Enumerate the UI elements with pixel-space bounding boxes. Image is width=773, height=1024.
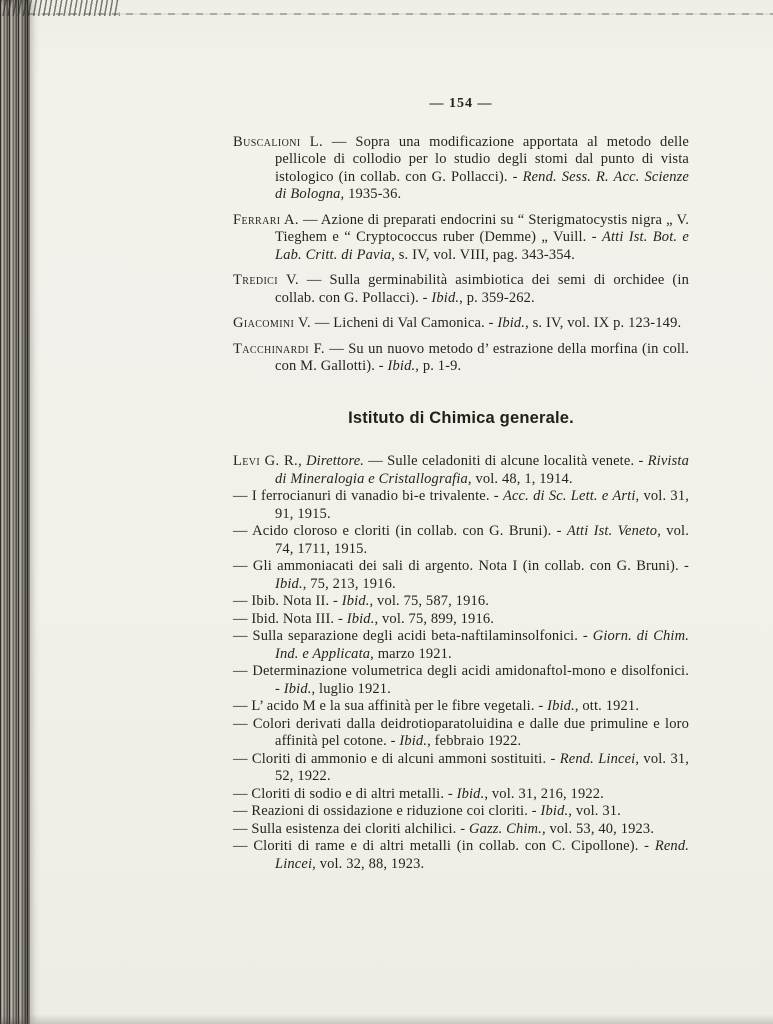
entry-text: , vol. 74, 1711, 1915. <box>275 523 689 557</box>
entry-text: , febbraio 1922. <box>427 733 522 749</box>
entry-text: — L’ acido M e la sua affinità per le fibre vegetali. - <box>233 698 548 714</box>
entry-text: — Gli ammoniacati dei sali di argento. Nota I (in collab. con G. Bruni). - <box>233 558 689 574</box>
entry-journal: Rend. Sess. R. Acc. Scienze di Bologna <box>275 168 690 202</box>
scan-artifact-bottom-shade <box>0 1014 773 1024</box>
entry-author: Tacchinardi F. <box>233 340 325 357</box>
bibliography-list-chimica-generale <box>233 453 689 873</box>
bibliography-entry <box>233 751 689 786</box>
entry-journal: Ibid. <box>341 593 370 609</box>
entry-journal: Ibid. <box>346 610 375 627</box>
entry-text: , <box>298 453 307 469</box>
bibliography-entry <box>233 821 689 839</box>
entry-text: — Reazioni di ossidazione e riduzione coi cloriti. - <box>233 803 541 819</box>
entry-journal: Rend. Lincei <box>275 838 689 872</box>
entry-journal: Rend. Lincei <box>559 750 636 767</box>
entry-text: — Sulla germinabilità asimbiotica dei semi di orchidee (in collab. con G. Pollacci). - <box>275 272 689 306</box>
entry-text: , s. IV, vol. VIII, pag. 343-354. <box>391 246 575 263</box>
entry-author: Ferrari A. <box>233 211 299 228</box>
bibliography-list-top <box>233 134 689 376</box>
entry-text: , vol. 31, 91, 1915. <box>275 488 690 522</box>
entry-text: , vol. 53, 40, 1923. <box>541 820 655 837</box>
entry-journal: Giorn. di Chim. Ind. e Applicata <box>275 628 689 662</box>
entry-text: , vol. 31, 52, 1922. <box>275 750 690 784</box>
bibliography-entry <box>233 716 689 751</box>
entry-journal: Atti Ist. Veneto <box>566 523 658 539</box>
entry-text: , 1935-36. <box>340 186 402 202</box>
bibliography-entry <box>233 523 689 558</box>
bibliography-entry <box>233 315 689 333</box>
entry-text: , vol. 75, 899, 1916. <box>374 610 495 627</box>
entry-author: Tredici V. <box>233 272 299 288</box>
entry-text: , 75, 213, 1916. <box>302 575 396 592</box>
bibliography-entry <box>233 341 689 376</box>
entry-text: — Acido cloroso e cloriti (in collab. con G. Bruni). - <box>233 523 567 539</box>
entry-text: , marzo 1921. <box>370 645 452 662</box>
entry-text: , luglio 1921. <box>311 680 391 697</box>
entry-text: — Ibib. Nota II. - <box>233 593 342 609</box>
entry-journal: Ibid. <box>431 289 460 306</box>
bibliography-entry <box>233 803 689 821</box>
entry-text: — Cloriti di ammonio e di alcuni ammoni sostituiti. - <box>233 750 560 767</box>
entry-text: — Sulle celadoniti di alcune località venete. - <box>364 453 648 469</box>
entry-text: — Ibid. Nota III. - <box>233 610 347 627</box>
bibliography-entry <box>233 628 689 663</box>
entry-journal: Ibid. <box>547 698 575 714</box>
entry-author: Levi G. R. <box>233 453 299 469</box>
entry-text: , vol. 31. <box>568 803 621 819</box>
entry-text: — Sulla esistenza dei cloriti alchilici. - <box>233 820 469 837</box>
entry-journal: Ibid. <box>399 733 428 749</box>
entry-journal: Atti Ist. Bot. e Lab. Critt. di Pavia <box>275 229 690 263</box>
entry-text: , vol. 48, 1, 1914. <box>467 470 573 487</box>
entry-text: — Sopra una modificazione apportata al metodo delle pellicole di collodio per lo studio degli stomi dal punto di vista istologico (in collab. con G. Pollacci). - <box>275 133 689 185</box>
bibliography-entry <box>233 838 689 873</box>
entry-text: — I ferrocianuri di vanadio bi-e trivalente. - <box>233 488 503 504</box>
entry-text: — Cloriti di sodio e di altri metalli. - <box>233 785 457 802</box>
entry-journal: Direttore. <box>306 453 365 469</box>
entry-journal: Rivista di Mineralogia e Cristallografia <box>275 453 689 487</box>
entry-text: — Azione di preparati endocrini su “ Sterigmatocystis nigra „ V. Tieghem e “ Cryptococcus ruber (Demme) „ Vuill. - <box>275 211 690 245</box>
entry-text: , s. IV, vol. IX p. 123-149. <box>525 315 682 331</box>
bibliography-entry <box>233 786 689 804</box>
bibliography-entry <box>233 593 689 611</box>
entry-text: , vol. 32, 88, 1923. <box>312 855 425 872</box>
page-number: — 154 — <box>429 96 493 111</box>
bibliography-entry <box>233 453 689 488</box>
entry-text: — Cloriti di rame e di altri metalli (in collab. con C. Cipollone). - <box>233 838 655 854</box>
entry-journal: Ibid. <box>387 358 416 374</box>
entry-text: — Licheni di Val Camonica. - <box>311 315 498 331</box>
entry-text: , p. 1-9. <box>415 358 462 374</box>
page-content <box>233 95 689 873</box>
entry-journal: Gazz. Chim. <box>468 820 542 837</box>
entry-text: , p. 359-262. <box>459 289 535 306</box>
bibliography-entry <box>233 272 689 307</box>
entry-text: — Colori derivati dalla deidrotioparatoluidina e dalle due primuline e loro affinità pel cotone. - <box>233 715 689 749</box>
bibliography-entry <box>233 611 689 629</box>
entry-text: , vol. 75, 587, 1916. <box>369 593 490 609</box>
entry-journal: Ibid. <box>540 803 569 819</box>
entry-journal: Ibid. <box>275 575 303 592</box>
bibliography-entry <box>233 488 689 523</box>
entry-author: Buscalioni L. <box>233 133 323 150</box>
entry-text: — Sulla separazione degli acidi beta-naftilaminsolfonici. - <box>233 628 593 644</box>
entry-journal: Ibid. <box>497 315 526 331</box>
bibliography-entry <box>233 663 689 698</box>
section-title: Istituto di Chimica generale. <box>348 408 574 427</box>
entry-text: , ott. 1921. <box>574 698 640 714</box>
entry-journal: Acc. di Sc. Lett. e Arti <box>502 488 636 504</box>
entry-text: — Su un nuovo metodo d’ estrazione della morfina (in coll. con M. Gallotti). - <box>275 340 689 374</box>
bibliography-entry <box>233 698 689 716</box>
bibliography-entry <box>233 558 689 593</box>
bibliography-entry <box>233 212 689 265</box>
entry-text: — Determinazione volumetrica degli acidi amidonaftol-mono e disolfonici. - <box>233 663 689 697</box>
entry-author: Giacomini V. <box>233 315 312 331</box>
entry-journal: Ibid. <box>283 680 312 697</box>
entry-text: , vol. 31, 216, 1922. <box>484 785 604 802</box>
book-binding-edge <box>0 0 30 1024</box>
scan-artifact-top-line <box>28 13 773 15</box>
bibliography-entry <box>233 134 689 204</box>
entry-journal: Ibid. <box>456 785 485 802</box>
